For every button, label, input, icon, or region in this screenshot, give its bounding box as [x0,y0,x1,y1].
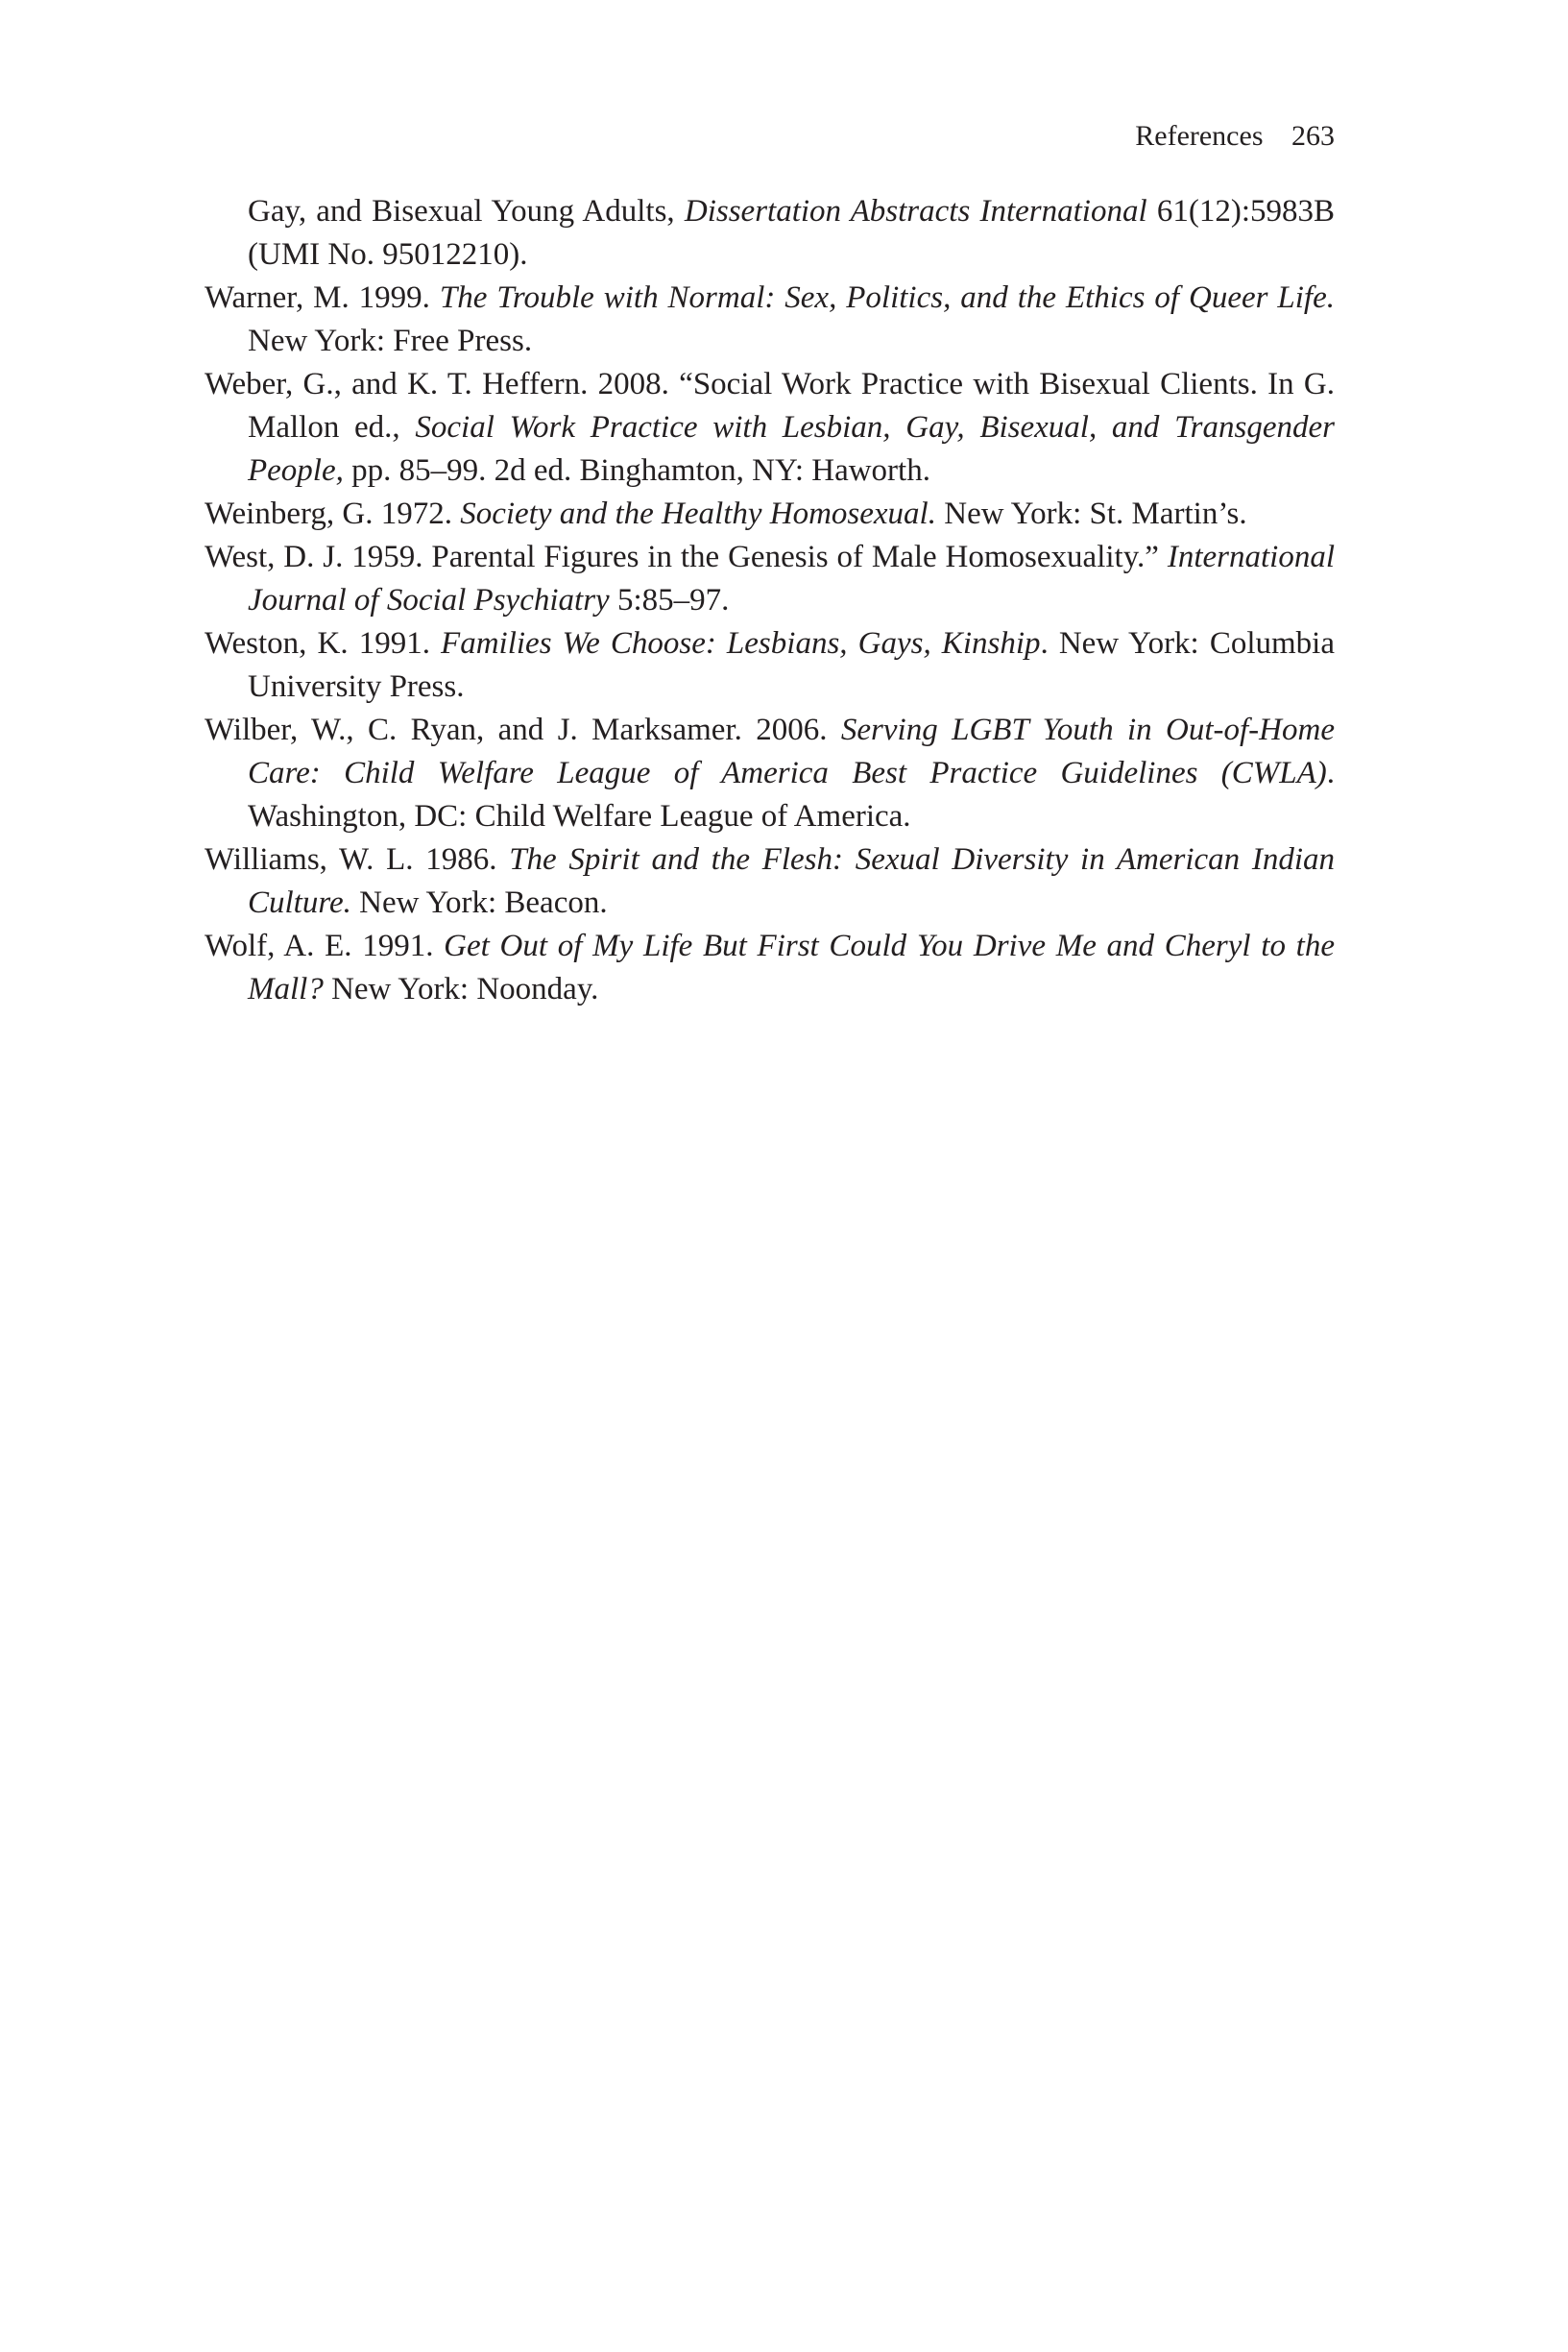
reference-title: Society and the Healthy Homosexual. [460,497,936,531]
reference-entry [205,493,1335,536]
reference-text: Weston, K. 1991. [205,626,442,661]
running-head [1135,117,1335,156]
reference-entry [205,622,1335,709]
running-head-title: References [1135,120,1264,152]
reference-text: New York: Noonday. [323,972,599,1006]
reference-title: Serving LGBT Youth in Out-of-Home Care: Child Welfare League of America Best Practice Guidelines (CWLA) [248,713,1335,790]
reference-entry [205,709,1335,838]
reference-title: The Spirit and the Flesh: Sexual Diversity in American Indian Culture. [248,842,1335,920]
reference-text: 5:85–97. [609,583,730,618]
reference-entry [205,190,1335,277]
reference-text: . Washington, DC: Child Welfare League of America. [248,756,1335,834]
reference-text: Wolf, A. E. 1991. [205,929,445,963]
reference-title: Families We Choose: Lesbians, Gays, Kinship [441,626,1041,661]
page-number: 263 [1291,120,1335,152]
reference-text: New York: Beacon. [350,885,608,920]
reference-text: West, D. J. 1959. Parental Figures in the Genesis of Male Homosexuality.” [205,540,1168,574]
reference-entry [205,363,1335,493]
reference-text: Wilber, W., C. Ryan, and J. Marksamer. 2006. [205,713,841,747]
reference-entry [205,536,1335,622]
reference-entry [205,838,1335,925]
reference-list [205,190,1335,1011]
reference-title: International Journal of Social Psychiatry [248,540,1335,618]
reference-text: Gay, and Bisexual Young Adults, [248,194,685,229]
reference-text: 61(12):5983B (UMI No. 95012210). [248,194,1335,272]
reference-text: . New York: Columbia University Press. [248,626,1335,704]
reference-title: Get Out of My Life But First Could You Drive Me and Cheryl to the Mall? [248,929,1335,1006]
reference-text: Weber, G., and K. T. Heffern. 2008. “Social Work Practice with Bisexual Clients. In G. Mallon ed., [205,367,1335,445]
reference-text: Williams, W. L. 1986. [205,842,510,877]
reference-text: New York: Free Press. [248,324,533,358]
reference-text: pp. 85–99. 2d ed. Binghamton, NY: Haworth. [343,453,930,488]
reference-entry [205,925,1335,1011]
reference-title: Dissertation Abstracts International [684,194,1147,229]
reference-title: Social Work Practice with Lesbian, Gay, Bisexual, and Transgender People, [248,410,1335,488]
reference-text: New York: St. Martin’s. [935,497,1247,531]
reference-text: Warner, M. 1999. [205,280,440,315]
reference-entry [205,277,1335,363]
reference-text: Weinberg, G. 1972. [205,497,461,531]
reference-title: The Trouble with Normal: Sex, Politics, and the Ethics of Queer Life. [439,280,1335,315]
